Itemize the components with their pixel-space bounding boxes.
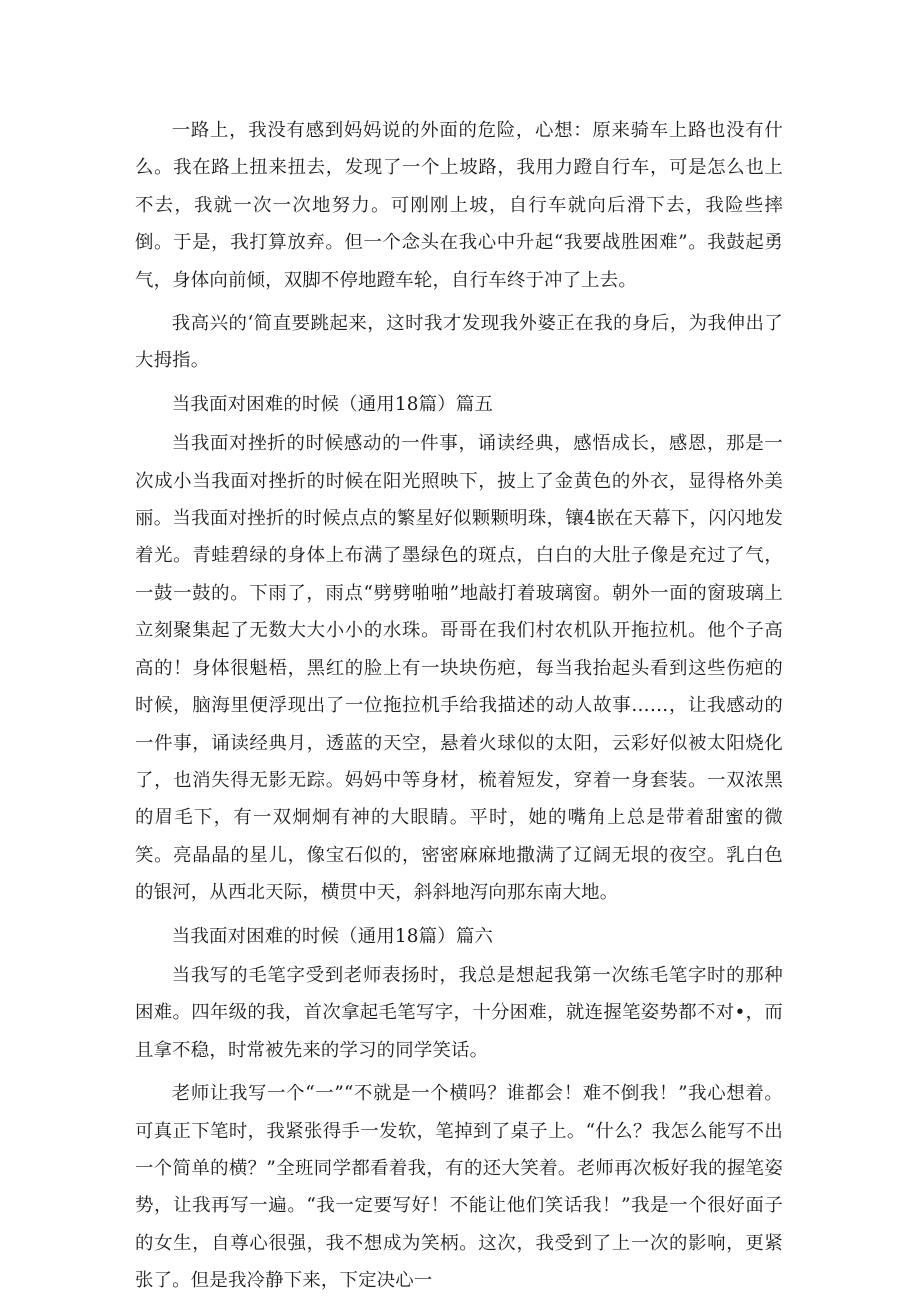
paragraph-calligraphy-difficulty: 当我写的毛笔字受到老师表扬时，我总是想起我第一次练毛笔字时的那种困难。四年级的我，首次拿起毛笔写字，十分困难，就连握笔姿势都不对•，而且拿不稳，时常被先来的学习的同学笑话。 [135,964,783,1061]
paragraph-facing-setbacks: 当我面对挫折的时候感动的一件事，诵读经典，感悟成长，感恩，那是一次成小当我面对挫折的时候在阳光照映下，披上了金黄色的外衣，显得格外美丽。当我面对挫折的时候点点的繁星好似颗颗明珠，镶4嵌在天幕下，闪闪地发着光。青蛙碧绿的身体上布满了墨绿色的斑点，白白的大肚子像是充过了气，一鼓一鼓的。下雨了，雨点“劈劈啪啪”地敲打着玻璃窗。朝外一面的窗玻璃上立刻聚集起了无数大大小小的水珠。哥哥在我们村农机队开拖拉机。他个子高高的！身体很魁梧，黑红的脸上有一块块伤疤，每当我抬起头看到这些伤疤的时候，脑海里便浮现出了一位拖拉机手给我描述的动人故事……，让我感动的一件事，诵读经典月，透蓝的天空，悬着火球似的太阳，云彩好似被太阳烧化了，也消失得无影无踪。妈妈中等身材，梳着短发，穿着一身套装。一双浓黑的眉毛下，有一双炯炯有神的大眼睛。平时，她的嘴角上总是带着甜蜜的微笑。亮晶晶的星儿，像宝石似的，密密麻麻地撒满了辽阔无垠的夜空。乳白色的银河，从西北天际，横贯中天，斜斜地泻向那东南大地。 [135,433,783,904]
paragraph-teacher-writing-lesson: 老师让我写一个“一”“不就是一个横吗？谁都会！难不倒我！”我心想着。可真正下笔时，我紧张得手一发软，笔掉到了桌子上。“什么？我怎么能写不出一个简单的横？”全班同学都看着我，有的还大笑着。老师再次板好我的握笔姿势，让我再写一遍。“我一定要写好！不能让他们笑话我！”我是一个很好面子的女生，自尊心很强，我不想成为笑柄。这次，我受到了上一次的影响，更紧张了。但是我冷静下来，下定决心一 [135,1083,783,1292]
paragraph-bike-ride: 一路上，我没有感到妈妈说的外面的危险，心想：原来骑车上路也没有什么。我在路上扭来扭去，发现了一个上坡路，我用力蹬自行车，可是怎么也上不去，我就一次一次地努力。可刚刚上坡，自行车就向后滑下去，我险些摔倒。于是，我打算放弃。但一个念头在我心中升起“我要战胜困难”。我鼓起勇气，身体向前倾，双脚不停地蹬车轮，自行车终于冲了上去。 [135,120,783,291]
section-heading-part-six: 当我面对困难的时候（通用18篇）篇六 [171,925,494,947]
paragraph-grandma-thumbs-up: 我高兴的‘简直要跳起来，这时我才发现我外婆正在我的身后，为我伸出了大拇指。 [135,313,783,372]
document-body [135,112,783,1300]
section-heading-part-five: 当我面对困难的时候（通用18篇）篇五 [171,393,494,415]
